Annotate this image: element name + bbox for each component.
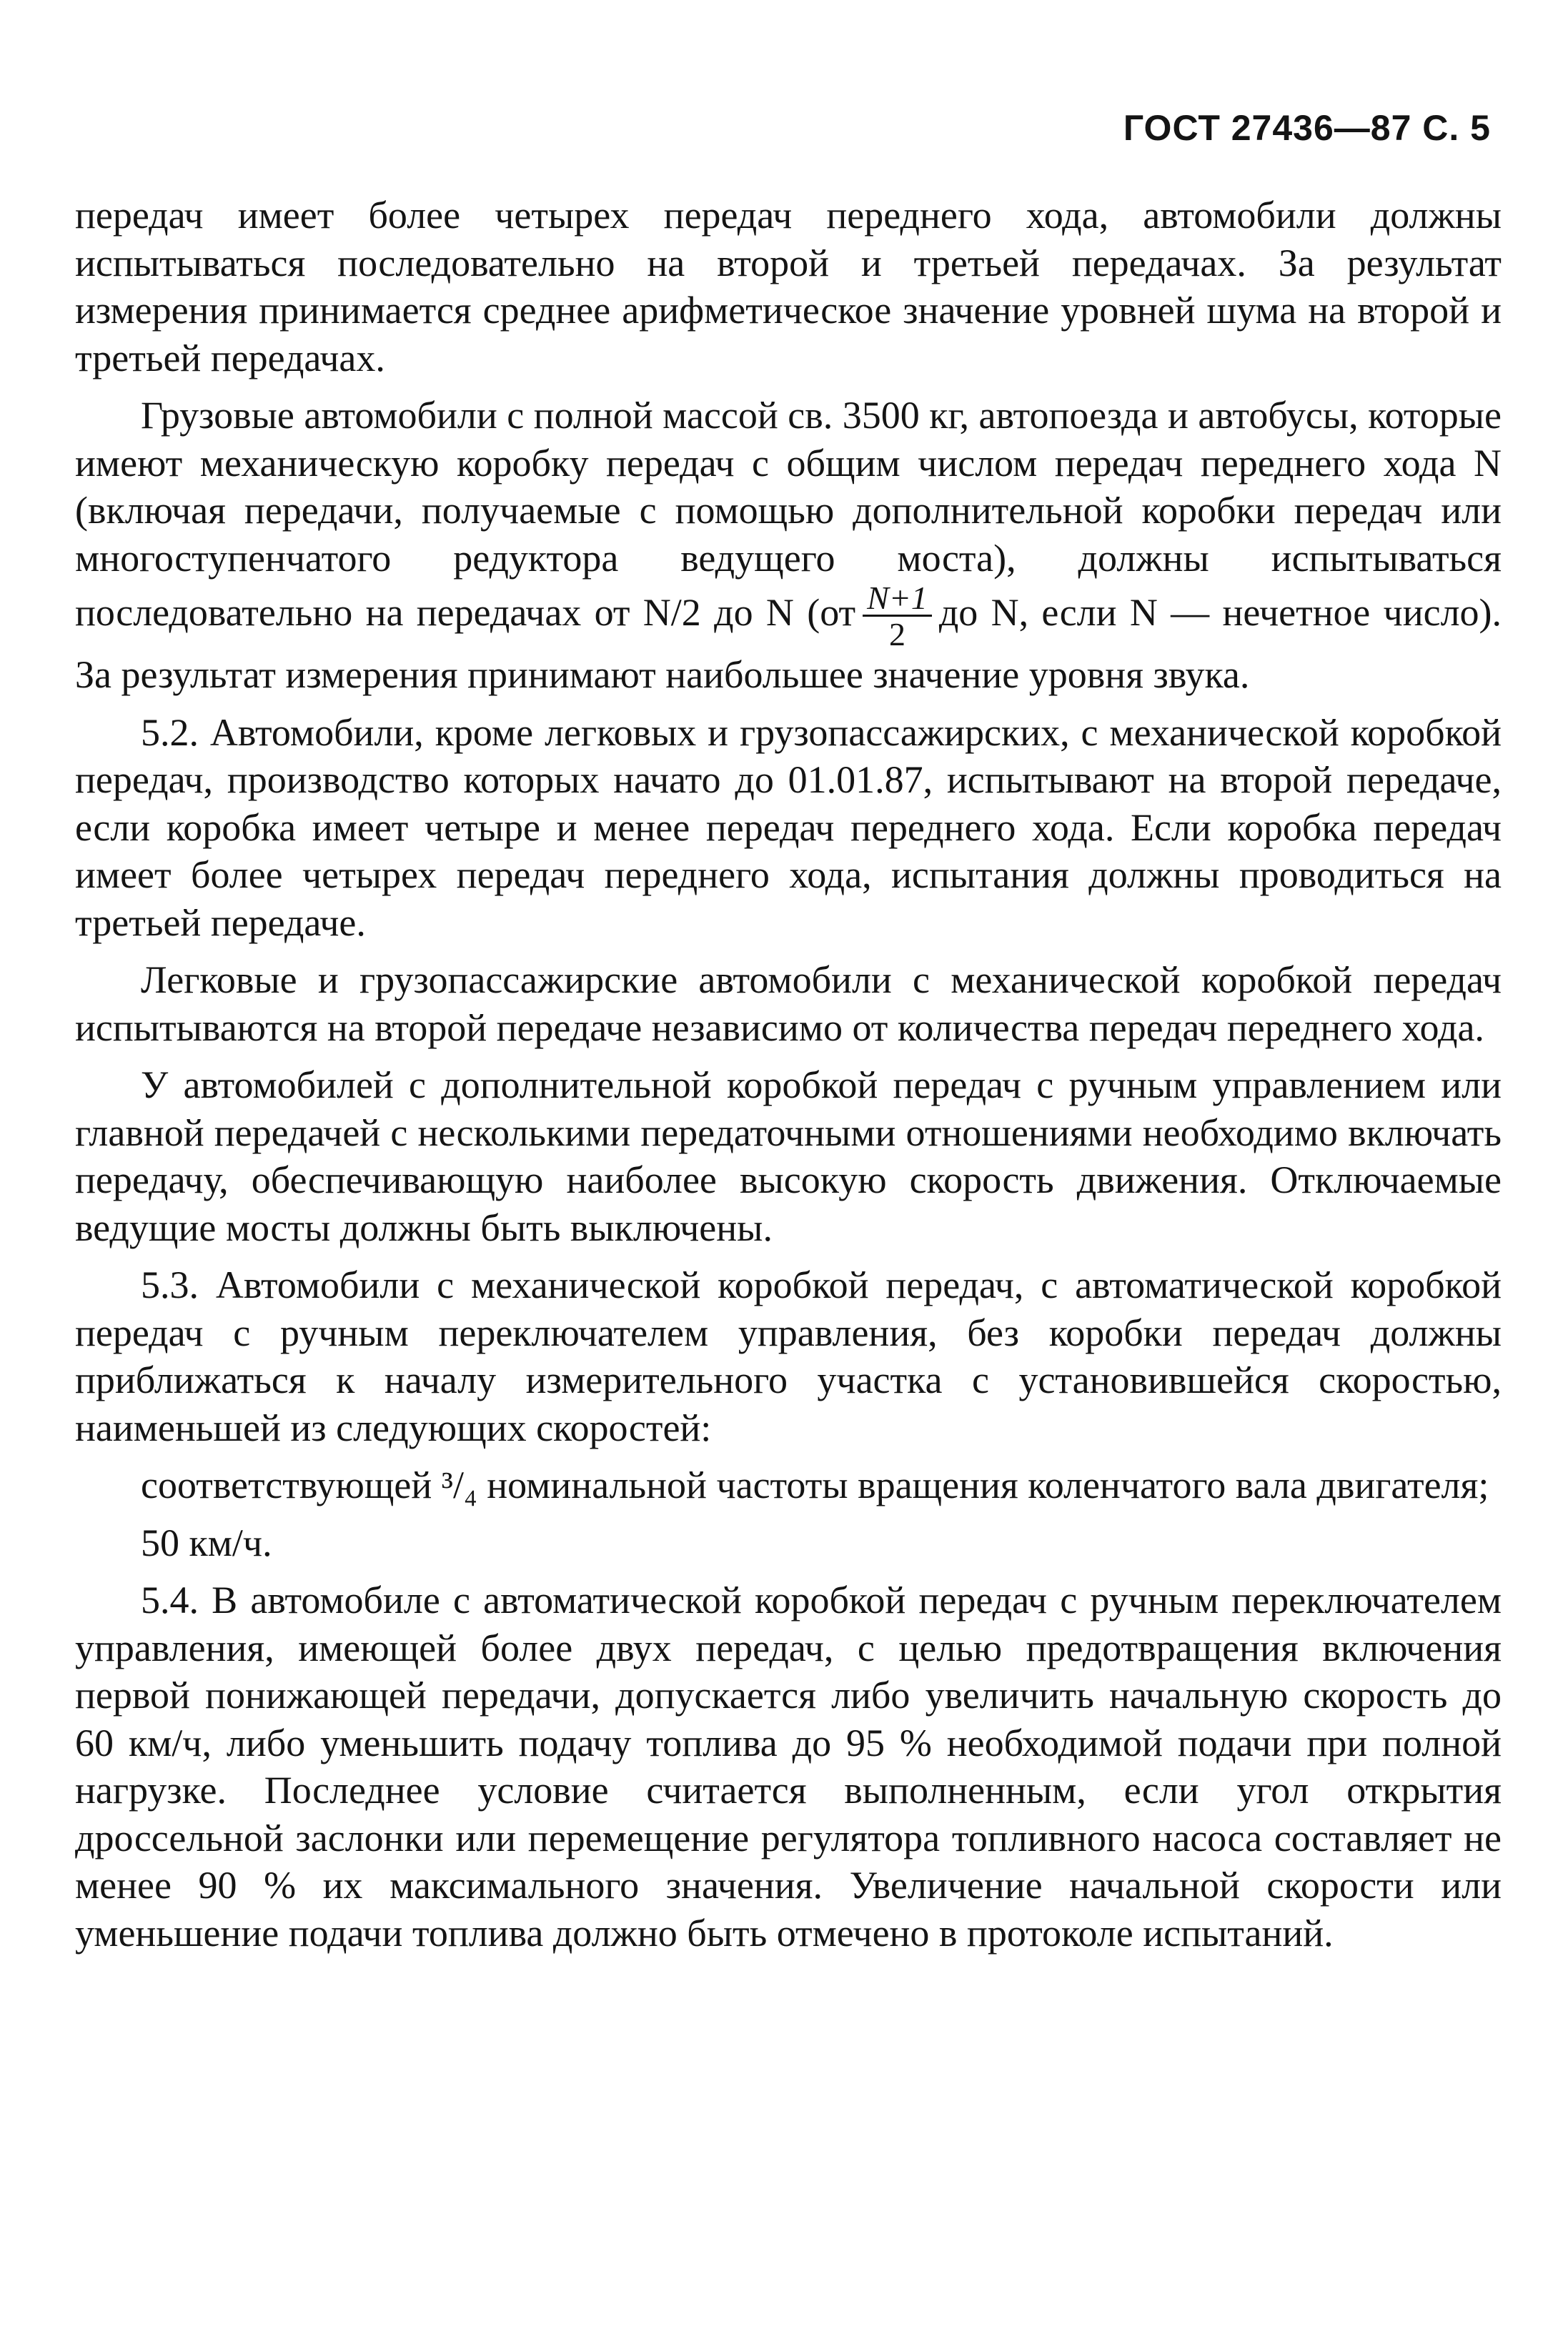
fraction-formula [863,582,932,651]
paragraph-trucks-text-after: до N, если N — нечетное число). За результат измерения принимают наибольшее значение уровня звука. [75,590,1502,696]
fraction-numerator: N+1 [863,582,932,617]
paragraph-5-2: 5.2. Автомобили, кроме легковых и грузопассажирских, с механической коробкой передач, производство которых начато до 01.01.87, испытывают на второй передаче, если коробка имеет четыре и менее передач переднего хода. Если коробка передач имеет более четырех передач переднего хода, испытания должны проводиться на третьей передаче. [75,710,1502,944]
paragraph-trucks [75,392,1502,699]
fraction-denominator: 2 [888,616,905,652]
list-item-rotation-speed: соответствующей ³/₄ номинальной частоты вращения коленчатого вала двигателя; [141,1464,1489,1506]
paragraph-5-4: 5.4. В автомобиле с автоматической коробкой передач с ручным переключателем управления, имеющей более двух передач, с целью предотвращения включения первой понижающей передачи, допускается либо увеличить начальную скорость до 60 км/ч, либо уменьшить подачу топлива до 95 % необходимой подачи при полной нагрузке. Последнее условие считается выполненным, если угол открытия дроссельной заслонки или перемещение регулятора топливного насоса составляет не менее 90 % их максимального значения. Увеличение начальной скорости или уменьшение подачи топлива должно быть отмечено в протоколе испытаний. [75,1579,1502,1955]
paragraph-additional-gearbox: У автомобилей с дополнительной коробкой передач с ручным управлением или главной передачей с несколькими передаточными отношениями необходимо включать передачу, обеспечивающую наиболее высокую скорость движения. Отключаемые ведущие мосты должны быть выключены. [75,1063,1502,1249]
paragraph-passenger-cars: Легковые и грузопассажирские автомобили с механической коробкой передач испытываются на второй передаче независимо от количества передач переднего хода. [75,958,1502,1049]
paragraph-continuation: передач имеет более четырех передач переднего хода, автомобили должны испытываться последовательно на второй и третьей передачах. За результат измерения принимается среднее арифметическое значение уровней шума на второй и третьей передачах. [75,194,1502,379]
paragraph-trucks-text-before: Грузовые автомобили с полной массой св. 3500 кг, автопоезда и автобусы, которые имеют механическую коробку передач с общим числом передач переднего хода N (включая передачи, получаемые с помощью дополнительной коробки передач или многоступенчатого редуктора ведущего моста), должны испытываться последовательно на передачах от N/2 до N (от [75,394,1502,634]
list-item-speed-50: 50 км/ч. [141,1521,272,1564]
document-body [75,192,1502,1967]
paragraph-5-3: 5.3. Автомобили с механической коробкой передач, с автоматической коробкой передач с ручным переключателем управления, без коробки передач должны приближаться к началу измерительного участка с установившейся скоростью, наименьшей из следующих скоростей: [75,1263,1502,1449]
page-header: ГОСТ 27436—87 С. 5 [1123,108,1491,148]
